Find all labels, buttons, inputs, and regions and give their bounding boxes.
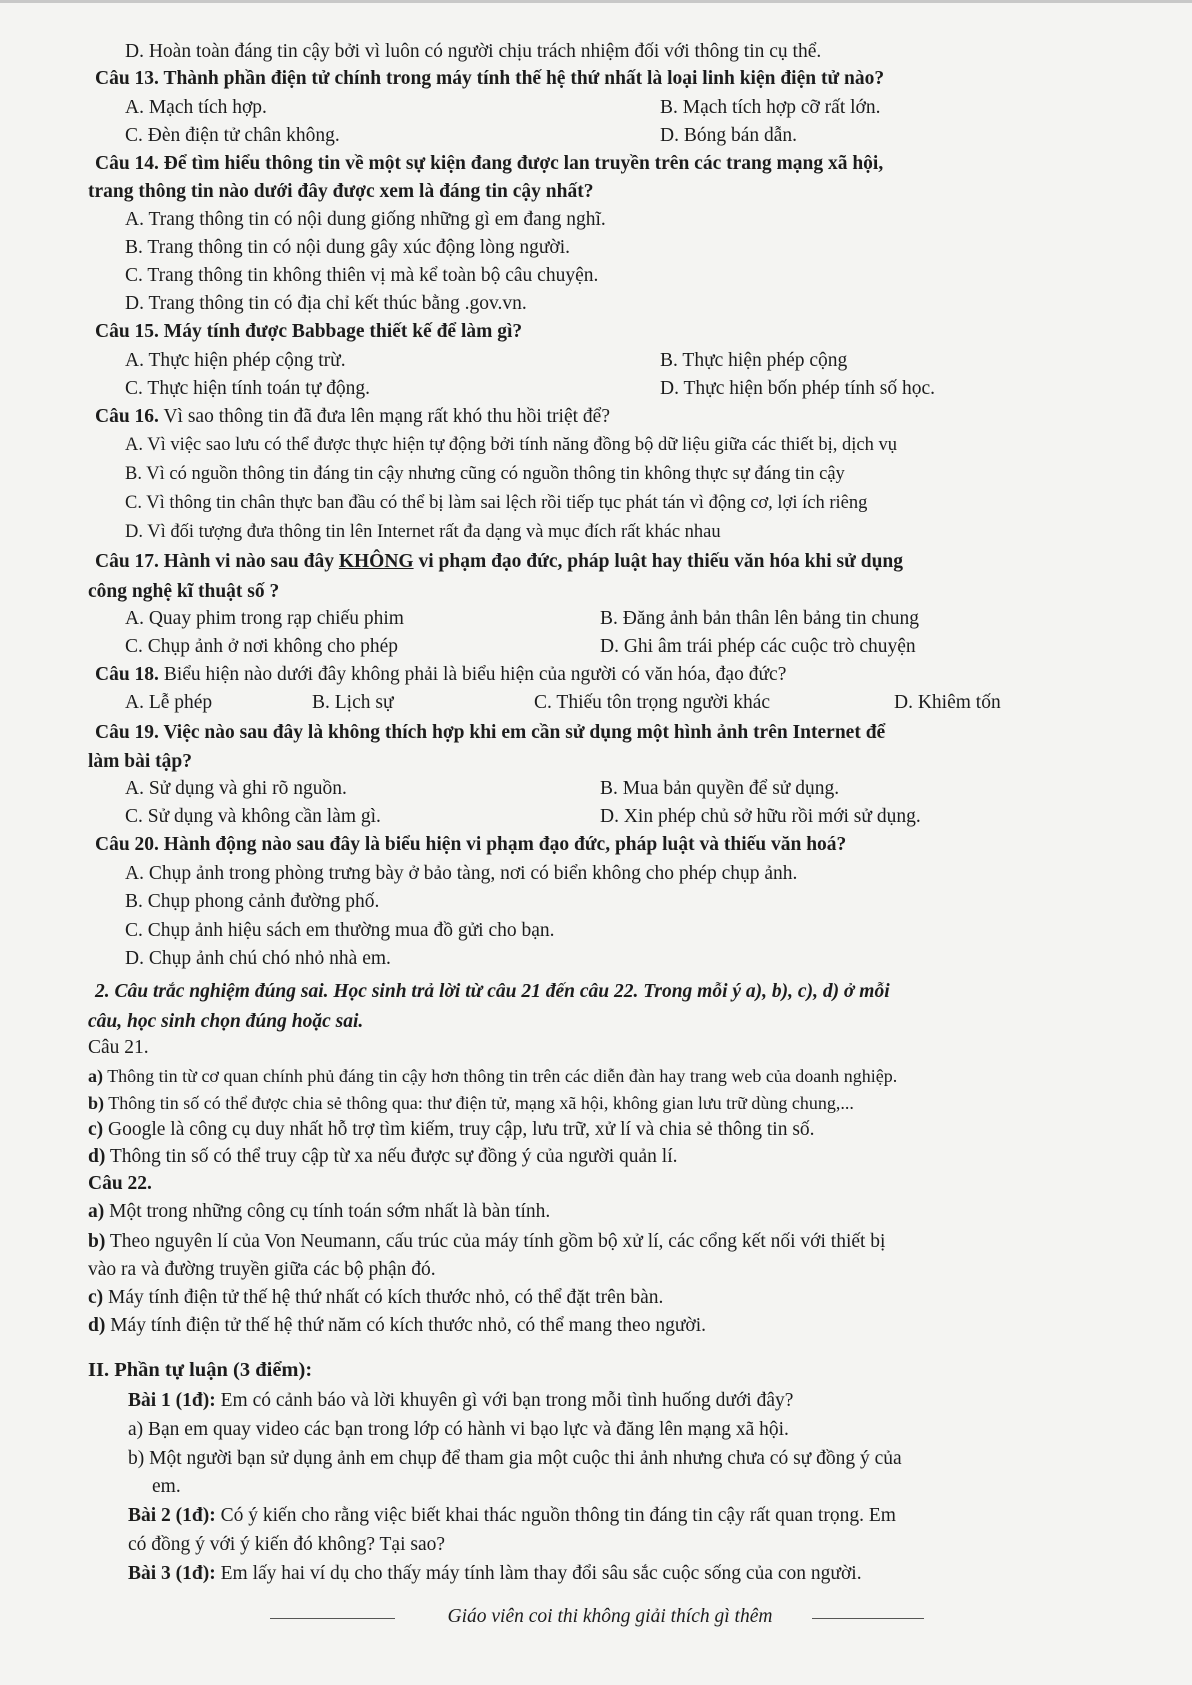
q19-option-b: B. Mua bản quyền để sử dụng. bbox=[600, 778, 840, 799]
q17-title-post: vi phạm đạo đức, pháp luật hay thiếu văn hóa khi sử dụng bbox=[413, 551, 904, 572]
q19-option-a: A. Sử dụng và ghi rõ nguồn. bbox=[125, 778, 347, 799]
bai2-prompt-line1: Có ý kiến cho rằng việc biết khai thác nguồn thông tin đáng tin cậy rất quan trọng. Em bbox=[215, 1505, 896, 1526]
q20-option-c: C. Chụp ảnh hiệu sách em thường mua đồ gửi cho bạn. bbox=[125, 920, 555, 941]
q22-statement-d bbox=[88, 1314, 706, 1338]
footer-note: Giáo viên coi thi không giải thích gì thêm bbox=[447, 1606, 773, 1627]
q17-option-a: A. Quay phim trong rạp chiếu phim bbox=[125, 608, 404, 629]
bai1-situation-a: a) Bạn em quay video các bạn trong lớp có hành vi bạo lực và đăng lên mạng xã hội. bbox=[128, 1419, 789, 1440]
q18-option-a: A. Lễ phép bbox=[125, 692, 213, 713]
bai2-label: Bài 2 (1đ): bbox=[128, 1505, 216, 1526]
q15-title: Câu 15. Máy tính được Babbage thiết kế để làm gì? bbox=[95, 321, 523, 342]
q17-title-line2: công nghệ kĩ thuật số ? bbox=[88, 581, 280, 602]
q22-a-label: a) bbox=[88, 1201, 105, 1222]
q22-d-label: d) bbox=[88, 1315, 106, 1336]
q22-statement-c bbox=[88, 1286, 663, 1310]
q15-option-a: A. Thực hiện phép cộng trừ. bbox=[125, 350, 346, 371]
q22-d-text: Máy tính điện tử thế hệ thứ năm có kích thước nhỏ, có thể mang theo người. bbox=[110, 1315, 706, 1336]
q19-option-d: D. Xin phép chủ sở hữu rồi mới sử dụng. bbox=[600, 806, 921, 827]
q14-title-line1: Câu 14. Để tìm hiểu thông tin về một sự kiện đang được lan truyền trên các trang mạng xã hội, bbox=[95, 153, 884, 174]
q22-statement-b-line1 bbox=[88, 1230, 885, 1254]
q13-option-a: A. Mạch tích hợp. bbox=[125, 97, 267, 118]
q18-title bbox=[95, 663, 786, 687]
bai3-label: Bài 3 (1đ): bbox=[128, 1563, 216, 1584]
essay-bai3 bbox=[128, 1562, 862, 1586]
q21-statement-a bbox=[88, 1064, 897, 1088]
q13-option-b: B. Mạch tích hợp cỡ rất lớn. bbox=[660, 97, 881, 118]
q17-option-d: D. Ghi âm trái phép các cuộc trò chuyện bbox=[600, 636, 916, 657]
q21-d-text: Thông tin số có thể truy cập từ xa nếu được sự đồng ý của người quản lí. bbox=[109, 1146, 678, 1167]
bai1-prompt: Em có cảnh báo và lời khuyên gì với bạn trong mỗi tình huống dưới đây? bbox=[215, 1390, 794, 1411]
q22-b-text-line1: Theo nguyên lí của Von Neumann, cấu trúc của máy tính gồm bộ xử lí, các cổng kết nối với thiết bị bbox=[109, 1231, 886, 1252]
q19-option-c: C. Sử dụng và không cần làm gì. bbox=[125, 806, 381, 827]
q16-question: Vì sao thông tin đã đưa lên mạng rất khó thu hồi triệt để? bbox=[163, 406, 610, 427]
scan-top-edge bbox=[0, 0, 1192, 3]
q22-a-text: Một trong những công cụ tính toán sớm nhất là bàn tính. bbox=[109, 1201, 551, 1222]
q13-option-c: C. Đèn điện tử chân không. bbox=[125, 125, 340, 146]
part2-heading-line2: câu, học sinh chọn đúng hoặc sai. bbox=[88, 1011, 364, 1032]
q21-c-label: c) bbox=[88, 1119, 104, 1140]
footer-left-rule bbox=[270, 1618, 395, 1619]
q13-option-d: D. Bóng bán dẫn. bbox=[660, 125, 798, 146]
q19-title-line1: Câu 19. Việc nào sau đây là không thích hợp khi em cần sử dụng một hình ảnh trên Internet để bbox=[95, 722, 886, 743]
q17-title-pre: Câu 17. Hành vi nào sau đây bbox=[95, 551, 339, 572]
q22-c-label: c) bbox=[88, 1287, 104, 1308]
q21-title: Câu 21. bbox=[88, 1037, 149, 1058]
q12-option-d: D. Hoàn toàn đáng tin cậy bởi vì luôn có người chịu trách nhiệm đối với thông tin cụ thể. bbox=[125, 41, 822, 62]
q16-label: Câu 16. bbox=[95, 406, 159, 427]
q22-statement-a bbox=[88, 1200, 550, 1224]
q15-option-b: B. Thực hiện phép cộng bbox=[660, 350, 848, 371]
q14-option-d: D. Trang thông tin có địa chỉ kết thúc bằng .gov.vn. bbox=[125, 293, 527, 314]
q18-label: Câu 18. bbox=[95, 664, 159, 685]
q16-option-c: C. Vì thông tin chân thực ban đầu có thể bị làm sai lệch rồi tiếp tục phát tán vì động cơ, lợi ích riêng bbox=[125, 493, 868, 513]
q21-a-text: Thông tin từ cơ quan chính phủ đáng tin cậy hơn thông tin trên các diễn đàn hay trang web của doanh nghiệp. bbox=[107, 1066, 898, 1086]
q16-option-b: B. Vì có nguồn thông tin đáng tin cậy nhưng cũng có nguồn thông tin không thực sự đáng tin cậy bbox=[125, 464, 845, 484]
essay-section-title: II. Phần tự luận (3 điểm): bbox=[88, 1359, 313, 1381]
bai1-situation-b-line1: b) Một người bạn sử dụng ảnh em chụp để tham gia một cuộc thi ảnh nhưng chưa có sự đồng ý của bbox=[128, 1448, 902, 1469]
q20-title: Câu 20. Hành động nào sau đây là biểu hiện vi phạm đạo đức, pháp luật và thiếu văn hoá? bbox=[95, 834, 847, 855]
q13-title: Câu 13. Thành phần điện tử chính trong máy tính thế hệ thứ nhất là loại linh kiện điện tử nào? bbox=[95, 68, 885, 89]
q16-option-d: D. Vì đối tượng đưa thông tin lên Internet rất đa dạng và mục đích rất khác nhau bbox=[125, 522, 721, 542]
bai1-label: Bài 1 (1đ): bbox=[128, 1390, 216, 1411]
q21-a-label: a) bbox=[88, 1066, 103, 1086]
q17-title-line1 bbox=[95, 550, 903, 574]
q21-d-label: d) bbox=[88, 1146, 106, 1167]
bai1-situation-b-line2: em. bbox=[152, 1476, 181, 1497]
part2-heading-line1: 2. Câu trắc nghiệm đúng sai. Học sinh trả lời từ câu 21 đến câu 22. Trong mỗi ý a), b), c), d) ở mỗi bbox=[95, 981, 890, 1002]
q20-option-d: D. Chụp ảnh chú chó nhỏ nhà em. bbox=[125, 948, 391, 969]
q14-title-line2: trang thông tin nào dưới đây được xem là đáng tin cậy nhất? bbox=[88, 181, 594, 202]
q17-option-b: B. Đăng ảnh bản thân lên bảng tin chung bbox=[600, 608, 919, 629]
essay-bai2-line1 bbox=[128, 1504, 896, 1528]
q18-question: Biểu hiện nào dưới đây không phải là biểu hiện của người có văn hóa, đạo đức? bbox=[163, 664, 787, 685]
q22-title: Câu 22. bbox=[88, 1173, 152, 1194]
q14-option-a: A. Trang thông tin có nội dung giống những gì em đang nghĩ. bbox=[125, 209, 606, 230]
q22-statement-b-line2: vào ra và đường truyền giữa các bộ phận đó. bbox=[88, 1259, 436, 1280]
footer-right-rule bbox=[812, 1618, 924, 1619]
essay-bai1 bbox=[128, 1389, 793, 1413]
q17-option-c: C. Chụp ảnh ở nơi không cho phép bbox=[125, 636, 399, 657]
q18-option-c: C. Thiếu tôn trọng người khác bbox=[534, 692, 771, 713]
q18-option-d: D. Khiêm tốn bbox=[894, 692, 1001, 713]
q21-c-text: Google là công cụ duy nhất hỗ trợ tìm kiếm, truy cập, lưu trữ, xử lí và chia sẻ thông tin số. bbox=[108, 1119, 815, 1140]
q21-statement-d bbox=[88, 1145, 678, 1169]
q22-b-label: b) bbox=[88, 1231, 106, 1252]
q20-option-b: B. Chụp phong cảnh đường phố. bbox=[125, 891, 380, 912]
bai3-prompt: Em lấy hai ví dụ cho thấy máy tính làm thay đổi sâu sắc cuộc sống của con người. bbox=[215, 1563, 862, 1584]
q20-option-a: A. Chụp ảnh trong phòng trưng bày ở bảo tàng, nơi có biển không cho phép chụp ảnh. bbox=[125, 863, 798, 884]
q22-c-text: Máy tính điện tử thế hệ thứ nhất có kích thước nhỏ, có thể đặt trên bàn. bbox=[108, 1287, 664, 1308]
q21-b-label: b) bbox=[88, 1093, 105, 1113]
q18-option-b: B. Lịch sự bbox=[312, 692, 394, 713]
bai2-prompt-line2: có đồng ý với ý kiến đó không? Tại sao? bbox=[128, 1534, 446, 1555]
q16-title bbox=[95, 405, 610, 429]
q21-statement-c bbox=[88, 1118, 815, 1142]
q15-option-d: D. Thực hiện bốn phép tính số học. bbox=[660, 378, 936, 399]
q21-statement-b bbox=[88, 1091, 854, 1115]
q19-title-line2: làm bài tập? bbox=[88, 751, 193, 772]
q15-option-c: C. Thực hiện tính toán tự động. bbox=[125, 378, 371, 399]
q17-title-negation: KHÔNG bbox=[338, 551, 414, 572]
q16-option-a: A. Vì việc sao lưu có thể được thực hiện tự động bởi tính năng đồng bộ dữ liệu giữa các thiết bị, dịch vụ bbox=[125, 435, 897, 455]
q14-option-c: C. Trang thông tin không thiên vị mà kể toàn bộ câu chuyện. bbox=[125, 265, 599, 286]
q21-b-text: Thông tin số có thể được chia sẻ thông qua: thư điện tử, mạng xã hội, không gian lưu trữ dùng chung,... bbox=[108, 1093, 854, 1113]
q14-option-b: B. Trang thông tin có nội dung gây xúc động lòng người. bbox=[125, 237, 571, 258]
